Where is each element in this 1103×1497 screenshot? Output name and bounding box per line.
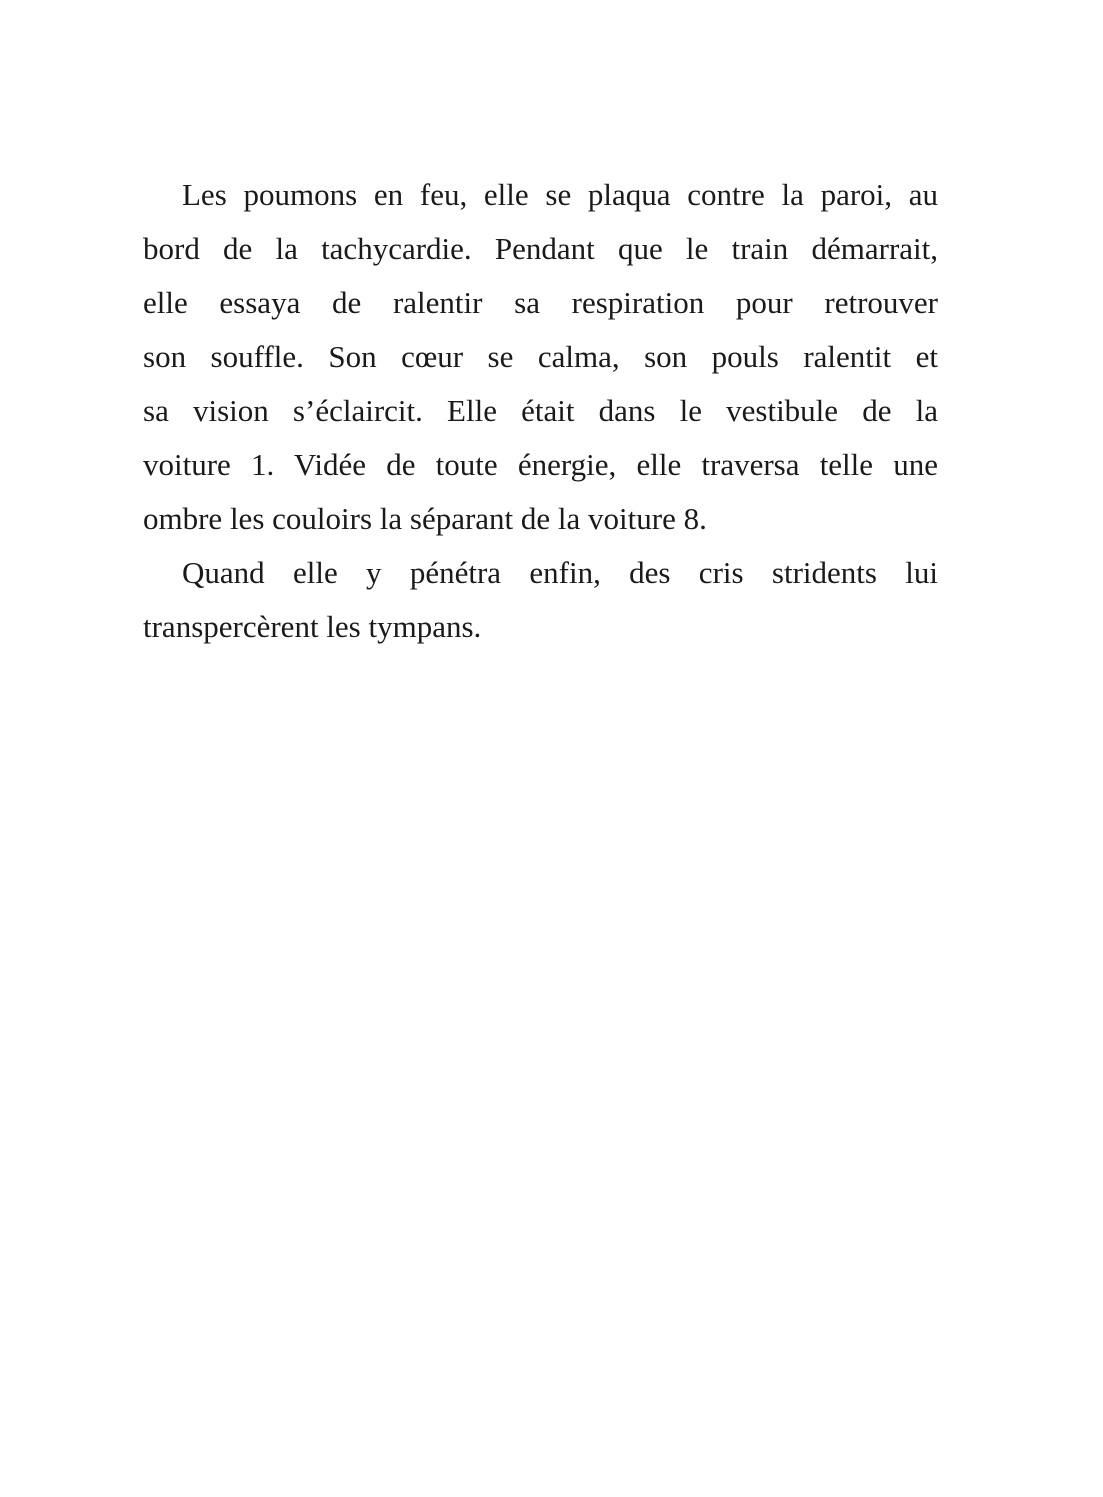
text-line: sa vision s’éclaircit. Elle était dans le vestibule de la (143, 393, 938, 428)
text-line: Quand elle y pénétra enfin, des cris stridents lui (182, 555, 938, 590)
paragraph-1 (143, 168, 938, 546)
text-line: bord de la tachycardie. Pendant que le train démarrait, (143, 231, 938, 266)
text-line: transpercèrent les tympans. (143, 609, 482, 644)
body-text (143, 168, 938, 654)
text-line: Les poumons en feu, elle se plaqua contre la paroi, au (182, 177, 938, 212)
text-line: ombre les couloirs la séparant de la voiture 8. (143, 501, 707, 536)
text-line: elle essaya de ralentir sa respiration pour retrouver (143, 285, 938, 320)
text-line: son souffle. Son cœur se calma, son pouls ralentit et (143, 339, 938, 374)
text-line: voiture 1. Vidée de toute énergie, elle traversa telle une (143, 447, 938, 482)
paragraph-2 (143, 546, 938, 654)
